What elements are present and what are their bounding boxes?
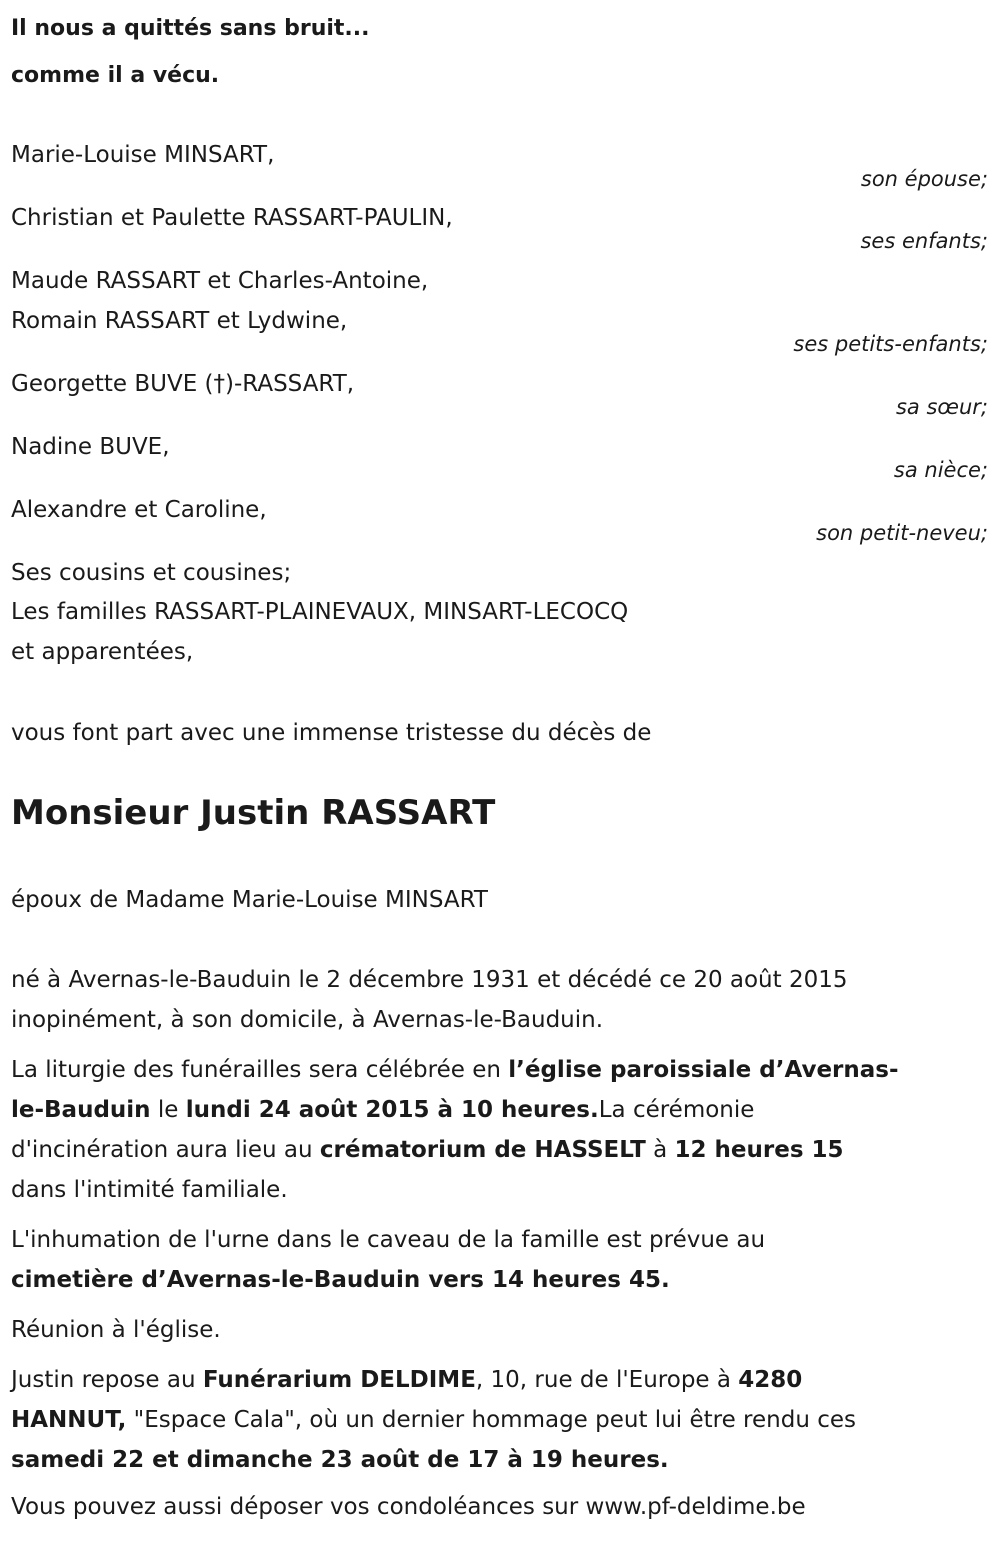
intro-line: Il nous a quittés sans bruit...	[11, 16, 370, 41]
family-names: Maude RASSART et Charles-Antoine,	[11, 268, 429, 294]
visitation-dates: samedi 22 et dimanche 23 août de 17 à 19 heures.	[11, 1447, 669, 1473]
city: HANNUT,	[11, 1407, 127, 1433]
liturgy-line: dans l'intimité familiale.	[11, 1177, 288, 1203]
text: "Espace Cala", où un dernier hommage peut lui être rendu ces	[126, 1407, 856, 1433]
text: La cérémonie	[598, 1097, 755, 1123]
rest-line	[11, 1440, 669, 1480]
family-relation: sa sœur;	[895, 395, 988, 419]
birth-death-line: inopinément, à son domicile, à Avernas-le-Bauduin.	[11, 1007, 604, 1033]
family-relation: ses enfants;	[860, 229, 988, 253]
spouse-line: époux de Madame Marie-Louise MINSART	[11, 887, 488, 913]
others-line: et apparentées,	[11, 639, 194, 665]
others-line: Les familles RASSART-PLAINEVAUX, MINSART-LECOCQ	[11, 599, 629, 625]
liturgy-line	[11, 1050, 899, 1090]
cremation-time: 12 heures 15	[674, 1137, 844, 1163]
condolences-line: Vous pouvez aussi déposer vos condoléances sur www.pf-deldime.be	[11, 1494, 806, 1520]
text: d'incinération aura lieu au	[11, 1137, 320, 1163]
family-relation: ses petits-enfants;	[793, 332, 988, 356]
family-names: Alexandre et Caroline,	[11, 497, 267, 523]
rest-line	[11, 1360, 802, 1400]
intro-line: comme il a vécu.	[11, 63, 220, 88]
birth-death-line: né à Avernas-le-Bauduin le 2 décembre 1931 et décédé ce 20 août 2015	[11, 967, 848, 993]
text: Justin repose au	[11, 1367, 203, 1393]
cemetery: cimetière d’Avernas-le-Bauduin vers 14 heures 45.	[11, 1267, 670, 1293]
text: La liturgie des funérailles sera célébrée en	[11, 1057, 509, 1083]
family-names: Romain RASSART et Lydwine,	[11, 308, 348, 334]
others-line: Ses cousins et cousines;	[11, 560, 292, 586]
crematorium: crématorium de HASSELT	[319, 1137, 646, 1163]
deceased-name: Monsieur Justin RASSART	[11, 793, 496, 833]
funeral-date: lundi 24 août 2015 à 10 heures.	[185, 1097, 599, 1123]
announcement: vous font part avec une immense tristesse du décès de	[11, 720, 652, 746]
family-names: Nadine BUVE,	[11, 434, 170, 460]
rest-line	[11, 1400, 856, 1440]
liturgy-line	[11, 1130, 844, 1170]
family-names: Georgette BUVE (†)-RASSART,	[11, 371, 355, 397]
postal-code: 4280	[738, 1367, 803, 1393]
family-relation: son petit-neveu;	[816, 521, 988, 545]
family-relation: sa nièce;	[893, 458, 988, 482]
burial-line	[11, 1260, 670, 1300]
funeral-home: Funérarium DELDIME	[202, 1367, 476, 1393]
church-name: le-Bauduin	[11, 1097, 151, 1123]
church-name: l’église paroissiale d’Avernas-	[508, 1057, 899, 1083]
liturgy-line	[11, 1090, 754, 1130]
family-names: Christian et Paulette RASSART-PAULIN,	[11, 205, 453, 231]
family-names: Marie-Louise MINSART,	[11, 142, 275, 168]
family-relation: son épouse;	[860, 167, 988, 191]
text: à	[645, 1137, 675, 1163]
reunion-line: Réunion à l'église.	[11, 1317, 221, 1343]
burial-line: L'inhumation de l'urne dans le caveau de la famille est prévue au	[11, 1227, 766, 1253]
text: , 10, rue de l'Europe à	[475, 1367, 739, 1393]
text: le	[150, 1097, 186, 1123]
